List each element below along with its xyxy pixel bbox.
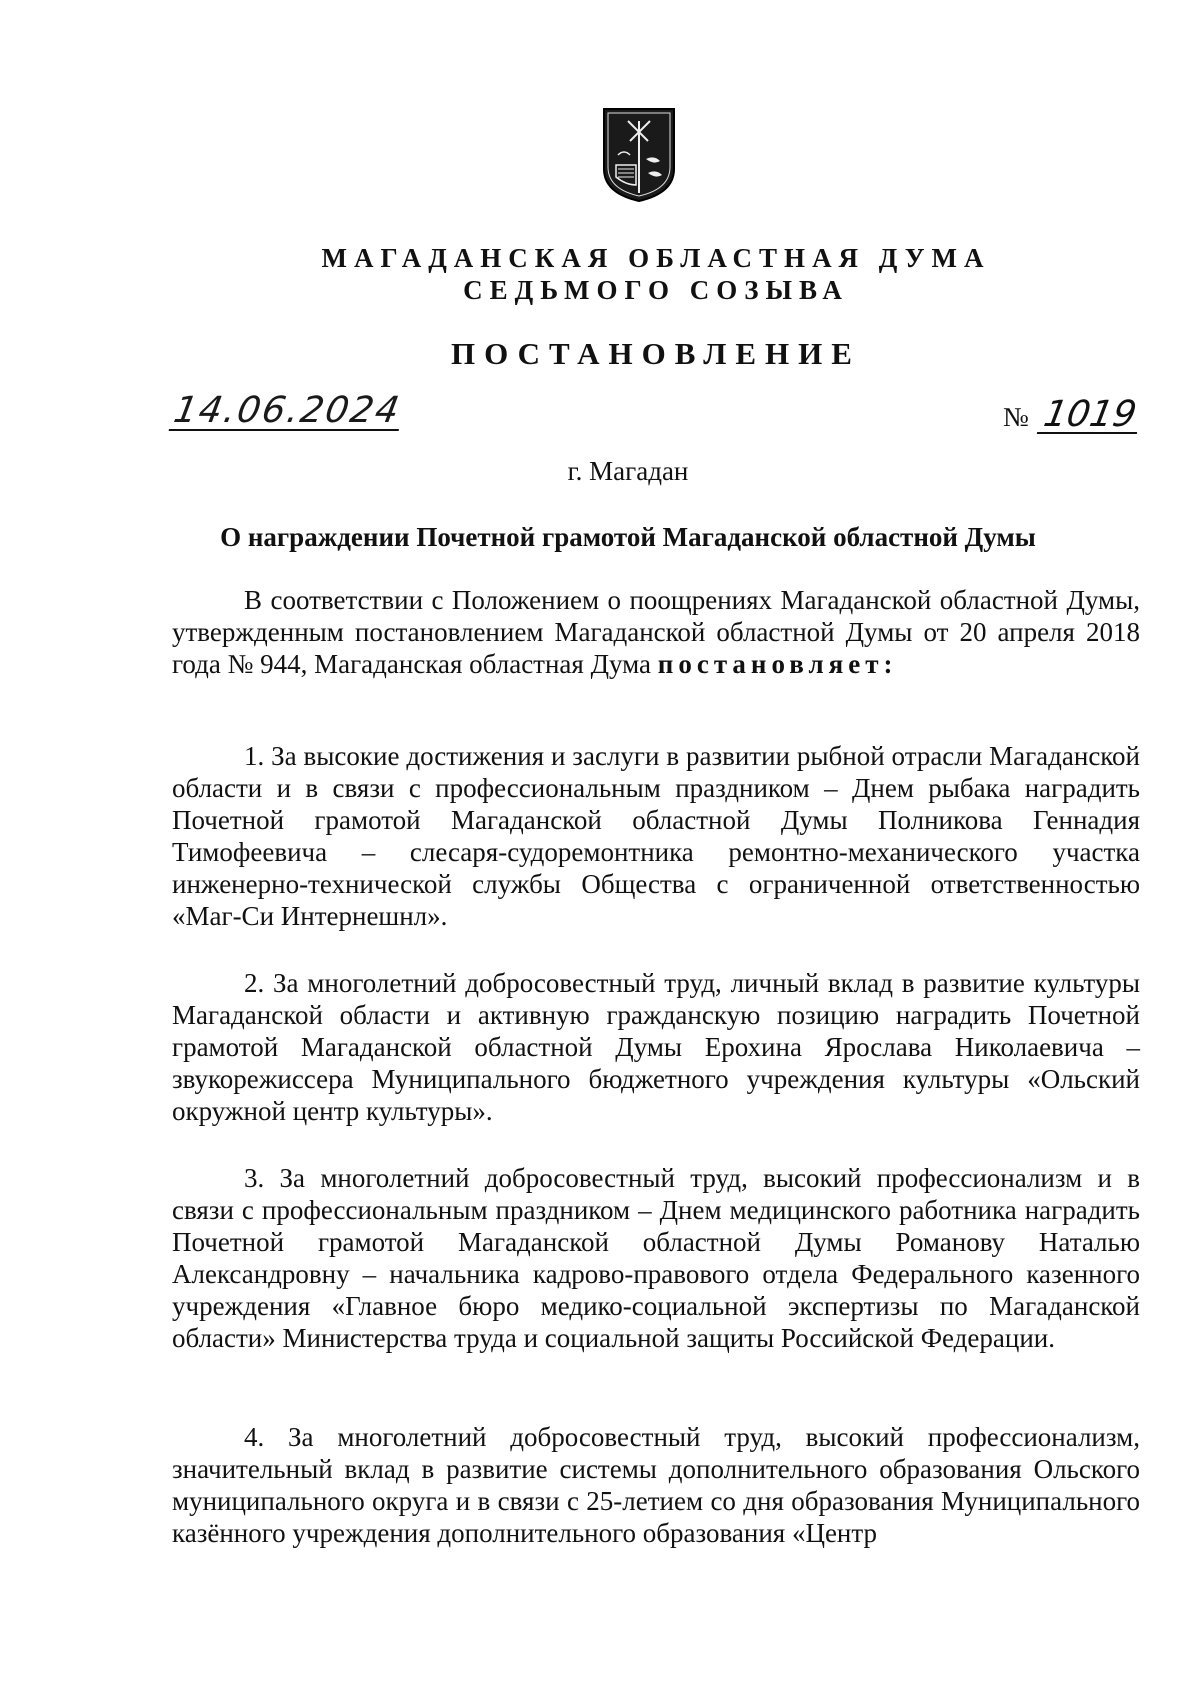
document-title: О награждении Почетной грамотой Магаданской областной Думы [220,522,1036,552]
document-date: 14.06.2024 [170,390,405,431]
list-item: 1. За высокие достижения и заслуги в развитии рыбной отрасли Магаданской области и в связи с профессиональным праздником – Днем рыбака наградить Почетной грамотой Магаданской областной Думы Полникова Геннадия Тимофеевича – слесаря-судоремонтника ремонтно-механического участка инженерно-технической службы Общества с ограниченной ответственностью «Маг-Си Интернешнл». [172,741,1140,931]
number-label: № [1003,402,1029,432]
list-item: 2. За многолетний добросовестный труд, личный вклад в развитие культуры Магаданской области и активную гражданскую позицию наградить Почетной грамотой Магаданской областной Думы Ерохина Ярослава Николаевича – звукорежиссера Муниципального бюджетного учреждения культуры «Ольский окружной центр культуры». [172,968,1140,1126]
preamble-text: В соответствии с Положением о поощрениях Магаданской областной Думы, утвержденным постановлением Магаданской областной Думы от 20 апреля 2018 года № 944, Магаданская областная Дума [172,585,1140,679]
coat-of-arms-icon [602,107,676,203]
convocation: СЕДЬМОГО СОЗЫВА [463,275,849,305]
list-item: 3. За многолетний добросовестный труд, высокий профессионализм и в связи с профессиональным праздником – Днем медицинского работника наградить Почетной грамотой Магаданской областной Думы Романову Наталью Александровну – начальника кадрово-правового отдела Федерального казенного учреждения «Главное бюро медико-социальной экспертизы по Магаданской области» Министерства труда и социальной защиты Российской Федерации. [172,1163,1140,1353]
organization-name: МАГАДАНСКАЯ ОБЛАСТНАЯ ДУМА [321,243,991,273]
document-type: ПОСТАНОВЛЕНИЕ [451,336,861,371]
preamble-paragraph [172,584,1140,680]
resolves-word: постановляет: [657,649,898,679]
number-value: 1019 [1036,398,1142,434]
list-item: 4. За многолетний добросовестный труд, высокий профессионализм, значительный вклад в развитие системы дополнительного образования Ольского муниципального округа и в связи с 25-летием со дня образования Муниципального казённого учреждения дополнительного образования «Центр [172,1422,1140,1548]
document-number [1003,394,1140,435]
city: г. Магадан [567,456,689,486]
